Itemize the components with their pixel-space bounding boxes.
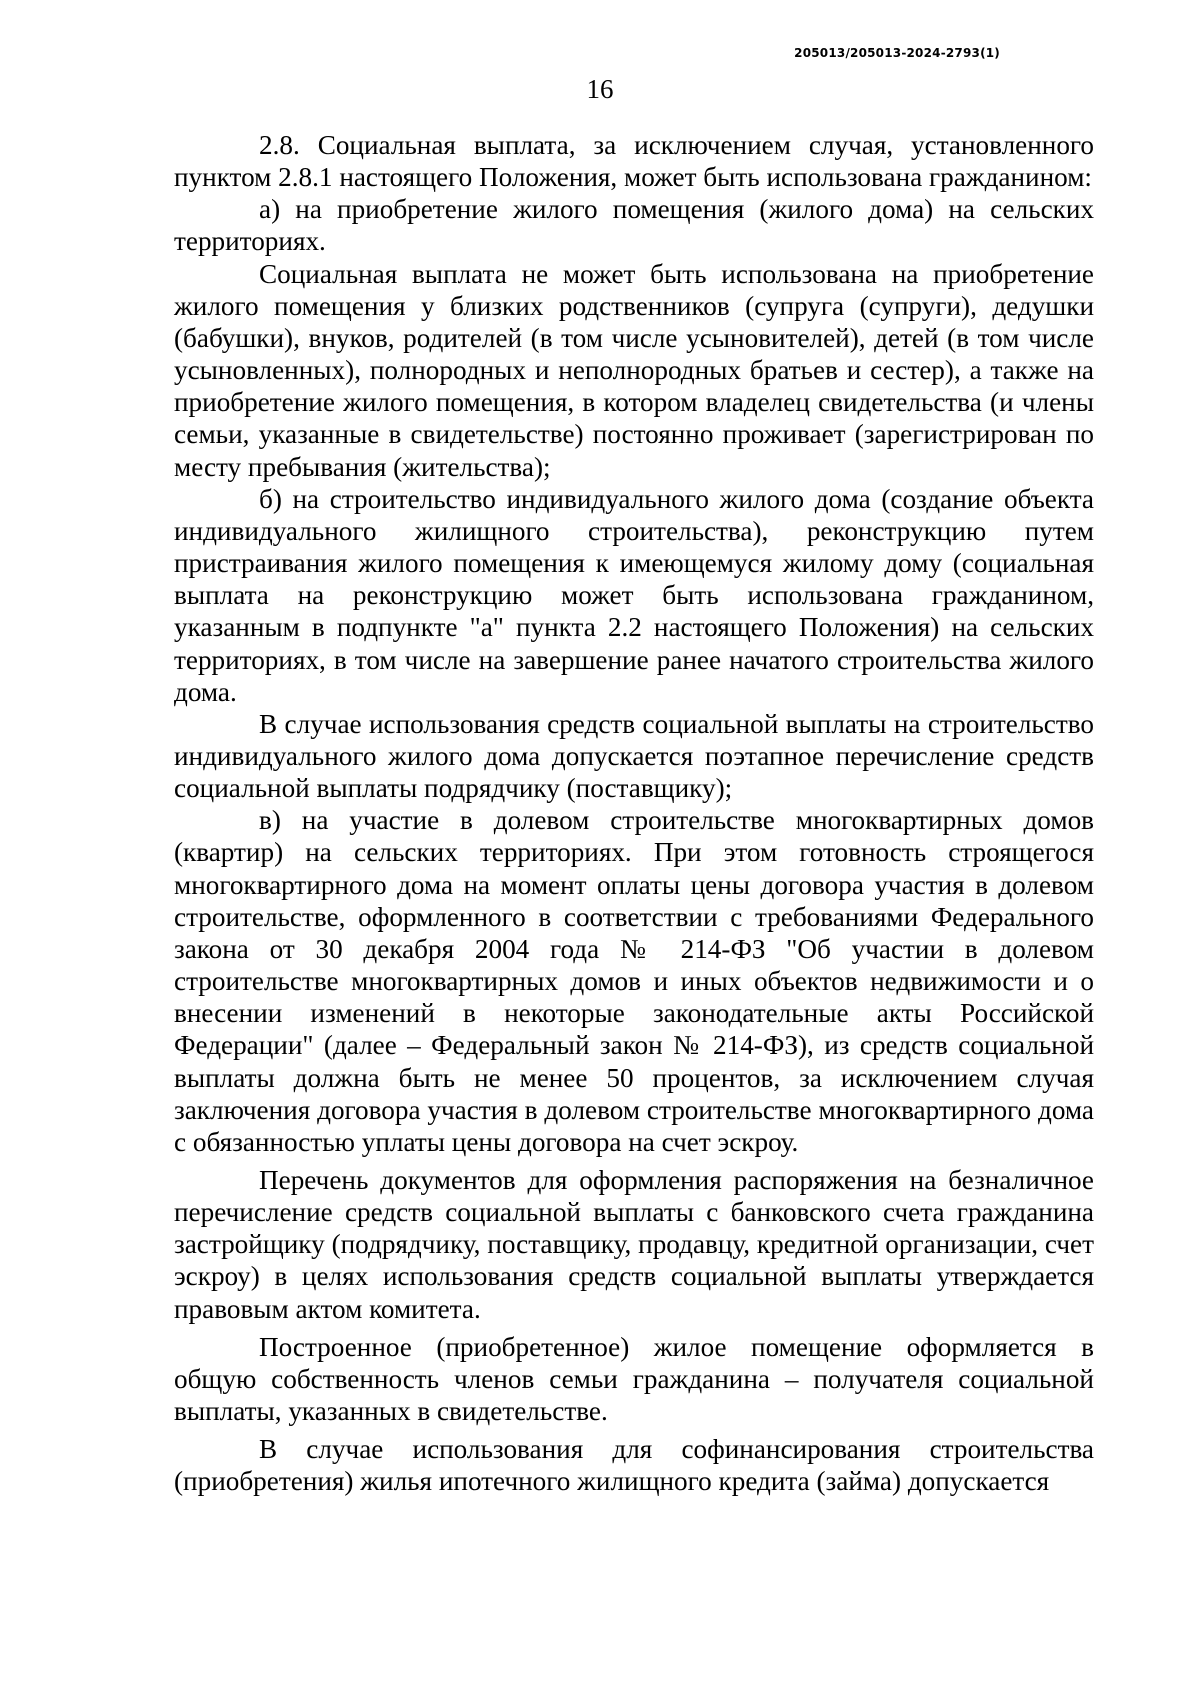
- paragraph-item-v: в) на участие в долевом строительстве многоквартирных домов (квартир) на сельских территориях. При этом готовность строящегося многоквартирного дома на момент оплаты цены договора участия в долевом строительстве, оформленного в соответствии с требованиями Федерального закона от 30 декабря 2004 года № 214-ФЗ "Об участии в долевом строительстве многоквартирных домов и иных объектов недвижимости и о внесении изменений в некоторые законодательные акты Российской Федерации" (далее – Федеральный закон № 214-ФЗ), из средств социальной выплаты должна быть не менее 50 процентов, за исключением случая заключения договора участия в долевом строительстве многоквартирного дома с обязанностью уплаты цены договора на счет эскроу.: [174, 805, 1094, 1157]
- paragraph-ownership: Построенное (приобретенное) жилое помещение оформляется в общую собственность членов семьи гражданина – получателя социальной выплаты, указанных в свидетельстве.: [174, 1331, 1094, 1427]
- paragraph-2-8: 2.8. Социальная выплата, за исключением случая, установленного пунктом 2.8.1 настоящего Положения, может быть использована гражданином:: [174, 130, 1094, 193]
- paragraph-item-a: а) на приобретение жилого помещения (жилого дома) на сельских территориях.: [174, 194, 1094, 257]
- paragraph-documents-list: Перечень документов для оформления распоряжения на безналичное перечисление средств социальной выплаты с банковского счета гражданина застройщику (подрядчику, поставщику, продавцу, кредитной организации, счет эскроу) в целях использования средств социальной выплаты утверждается правовым актом комитета.: [174, 1165, 1094, 1324]
- document-body: [174, 129, 1094, 1498]
- paragraph-restriction: Социальная выплата не может быть использована на приобретение жилого помещения у близких родственников (супруга (супруги), дедушки (бабушки), внуков, родителей (в том числе усыновителей), детей (в том числе усыновленных), полнородных и неполнородных братьев и сестер), а также на приобретение жилого помещения, в котором владелец свидетельства (и члены семьи, указанные в свидетельстве) постоянно проживает (зарегистрирован по месту пребывания (жительства);: [174, 258, 1094, 482]
- paragraph-staged-transfer: В случае использования средств социальной выплаты на строительство индивидуального жилого дома допускается поэтапное перечисление средств социальной выплаты подрядчику (поставщику);: [174, 708, 1094, 804]
- document-id: 205013/205013-2024-2793(1): [794, 46, 1000, 60]
- paragraph-mortgage: В случае использования для софинансирования строительства (приобретения) жилья ипотечного жилищного кредита (займа) допускается: [174, 1434, 1094, 1497]
- page-number: 16: [586, 74, 614, 104]
- paragraph-item-b: б) на строительство индивидуального жилого дома (создание объекта индивидуального жилищного строительства), реконструкцию путем пристраивания жилого помещения к имеющемуся жилому дому (социальная выплата на реконструкцию может быть использована гражданином, указанным в подпункте "а" пункта 2.2 настоящего Положения) на сельских территориях, в том числе на завершение ранее начатого строительства жилого дома.: [174, 483, 1094, 707]
